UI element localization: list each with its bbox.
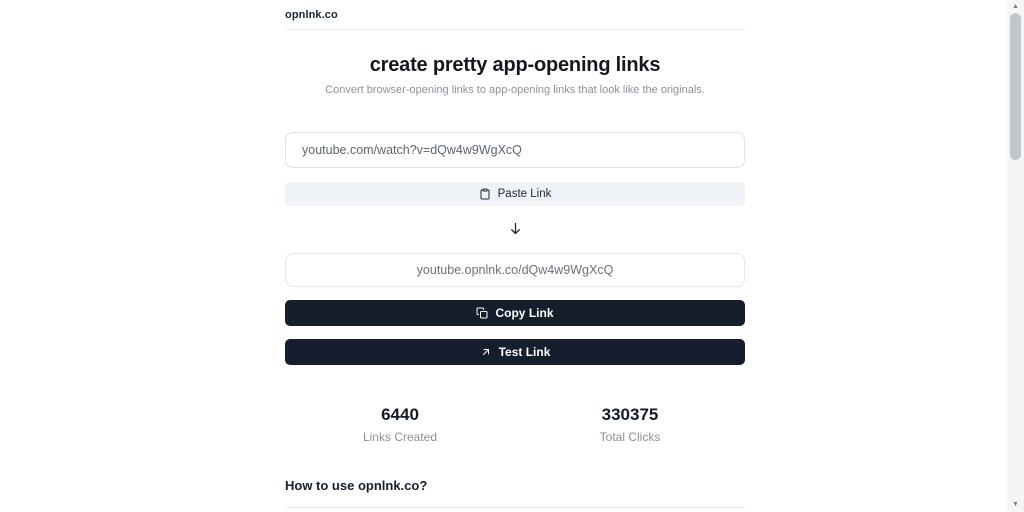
arrow-up-right-icon bbox=[480, 346, 492, 358]
copy-link-button[interactable] bbox=[285, 300, 745, 326]
conversion-arrow bbox=[285, 221, 745, 238]
stat-total-clicks bbox=[515, 405, 745, 444]
converted-url-output[interactable]: youtube.opnlnk.co/dQw4w9WgXcQ bbox=[285, 253, 745, 287]
copy-link-label: Copy Link bbox=[495, 306, 554, 320]
paste-link-label: Paste Link bbox=[497, 188, 552, 200]
source-url-input[interactable] bbox=[285, 132, 745, 168]
faq-question-how-to-use[interactable]: How to use opnlnk.co? bbox=[285, 478, 745, 508]
vertical-scrollbar[interactable] bbox=[1007, 0, 1024, 512]
main-content bbox=[285, 0, 745, 508]
site-header bbox=[285, 0, 745, 30]
test-link-label: Test Link bbox=[498, 345, 551, 359]
faq-section bbox=[285, 478, 745, 508]
site-logo[interactable]: opnlnk.co bbox=[285, 8, 338, 21]
arrow-down-icon bbox=[508, 223, 523, 240]
total-clicks-value: 330375 bbox=[601, 405, 659, 424]
links-created-value: 6440 bbox=[381, 405, 419, 424]
links-created-label: Links Created bbox=[362, 430, 438, 445]
page-title: create pretty app-opening links bbox=[369, 54, 661, 76]
scrollbar-up-arrow-icon[interactable]: ▲ bbox=[1012, 3, 1019, 10]
scrollbar-thumb[interactable] bbox=[1010, 13, 1021, 160]
hero-section bbox=[285, 55, 745, 96]
clipboard-icon bbox=[479, 188, 491, 200]
stat-links-created bbox=[285, 405, 515, 444]
stats-section bbox=[285, 405, 745, 444]
page-subtitle: Convert browser-opening links to app-opening links that look like the originals. bbox=[325, 84, 705, 96]
scrollbar-down-arrow-icon[interactable]: ▼ bbox=[1012, 501, 1019, 508]
test-link-button[interactable] bbox=[285, 339, 745, 365]
total-clicks-label: Total Clicks bbox=[599, 430, 661, 445]
copy-icon bbox=[476, 307, 488, 319]
paste-link-button[interactable] bbox=[285, 182, 745, 206]
converter-section bbox=[285, 132, 745, 365]
